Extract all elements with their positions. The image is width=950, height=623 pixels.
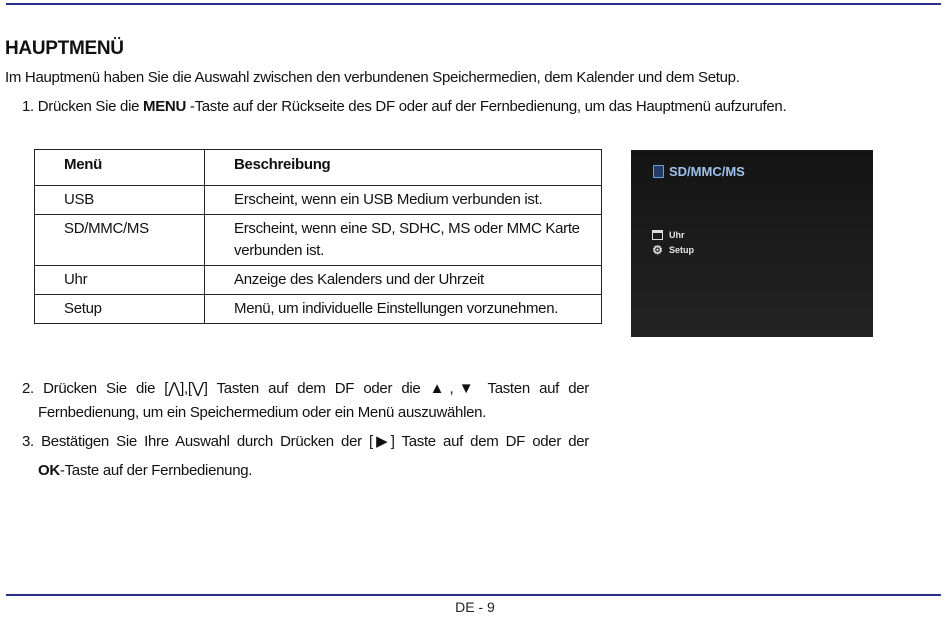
step-3-line-2 [38,461,252,480]
step-1 [22,98,786,115]
menu-table [34,149,602,324]
ok-key-label: OK [38,462,60,479]
step-3-line-1: 3. Bestätigen Sie Ihre Auswahl durch Drücken der [▶] Taste auf dem DF oder der [22,433,589,450]
screen-menu-label: Setup [669,245,695,255]
bottom-rule [6,594,941,596]
top-rule [6,3,941,5]
screen-menu-item-uhr [652,230,685,240]
device-screen-image [631,150,873,337]
table-row [35,266,602,295]
table-cell-description: Erscheint, wenn eine SD, SDHC, MS oder MMC Karte verbunden ist. [205,215,602,266]
step-1-suffix: -Taste auf der Rückseite des DF oder auf der Fernbedienung, um das Hauptmenü aufzurufen. [186,98,787,115]
step-2-line-1: 2. Drücken Sie die [⋀],[⋁] Tasten auf dem DF oder die ▲,▼ Tasten auf der [22,380,589,397]
memory-card-icon [653,165,664,178]
step-1-prefix: 1. Drücken Sie die [22,98,144,115]
table-cell-menu: USB [35,186,205,215]
table-cell-menu: Uhr [35,266,205,295]
table-cell-menu: Setup [35,295,205,324]
table-header-row [35,150,602,186]
screen-title-label: SD/MMC/MS [669,164,745,179]
table-cell-description: Anzeige des Kalenders und der Uhrzeit [205,266,602,295]
table-row [35,215,602,266]
table-row [35,186,602,215]
intro-text: Im Hauptmenü haben Sie die Auswahl zwischen den verbundenen Speichermedien, dem Kalender und dem Setup. [5,69,740,86]
page-number: DE - 9 [455,599,495,615]
table-cell-description: Menü, um individuelle Einstellungen vorzunehmen. [205,295,602,324]
table-cell-menu: SD/MMC/MS [35,215,205,266]
step-3-suffix: -Taste auf der Fernbedienung. [59,462,253,479]
table-row [35,295,602,324]
calendar-icon [652,230,663,240]
table-header-menu: Menü [35,150,205,186]
menu-key-label: MENU [143,98,186,115]
screen-menu-label: Uhr [669,230,685,240]
step-2-line-2: Fernbedienung, um ein Speichermedium oder ein Menü auszuwählen. [38,404,487,421]
table-cell-description: Erscheint, wenn ein USB Medium verbunden ist. [205,186,602,215]
screen-title [653,164,745,179]
page-heading: HAUPTMENÜ [5,38,124,59]
table-header-description: Beschreibung [205,150,602,186]
screen-menu-item-setup [652,245,694,255]
gear-icon: ⚙ [652,243,663,257]
